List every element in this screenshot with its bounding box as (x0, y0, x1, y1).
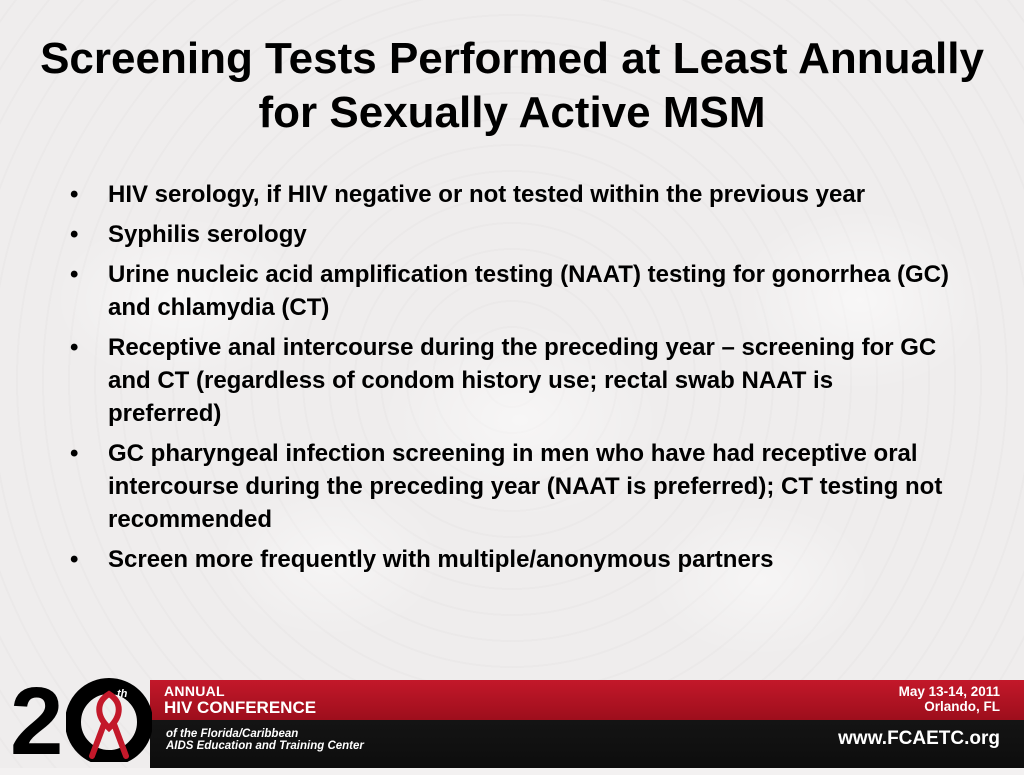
organization-line-1: of the Florida/Caribbean (166, 728, 299, 740)
red-ribbon-zero-logo-icon (66, 676, 152, 762)
conference-website: www.FCAETC.org (838, 728, 1000, 749)
bullet-marker: • (70, 181, 79, 208)
bullet-list (70, 178, 950, 583)
conference-date: May 13-14, 2011 (898, 684, 1000, 699)
bullet-text: GC pharyngeal infection screening in men who have had receptive oral intercourse during the preceding year (NAAT is preferred); CT testing not recommended (108, 440, 943, 533)
conference-name: HIV CONFERENCE (164, 698, 317, 717)
bullet-text: Urine nucleic acid amplification testing (NAAT) testing for gonorrhea (GC) and chlamydia (CT) (108, 261, 949, 321)
conference-date-location (899, 684, 1000, 714)
bullet-marker: • (70, 261, 79, 288)
bullet-marker: • (70, 334, 79, 361)
bullet-marker: • (70, 440, 79, 467)
bullet-item (70, 178, 950, 211)
bullet-text: Screen more frequently with multiple/anonymous partners (108, 546, 774, 573)
bullet-item (70, 331, 950, 430)
bullet-item (70, 543, 950, 576)
conference-footer-banner (0, 668, 1024, 775)
slide-title: Screening Tests Performed at Least Annually for Sexually Active MSM (40, 34, 984, 137)
bullet-marker: • (70, 546, 79, 573)
logo-th: th (117, 688, 128, 700)
conference-annual-label: ANNUAL (164, 683, 225, 699)
bullet-text: HIV serology, if HIV negative or not tested within the previous year (108, 181, 866, 208)
bullet-item (70, 258, 950, 324)
logo-number-2: 2 (10, 668, 58, 775)
organization-line-2: AIDS Education and Training Center (166, 740, 364, 752)
conference-location: Orlando, FL (924, 699, 1000, 714)
bullet-marker: • (70, 221, 79, 248)
bullet-text: Receptive anal intercourse during the preceding year – screening for GC and CT (regardless of condom history use; rectal swab NAAT is preferred) (108, 334, 937, 427)
bullet-text: Syphilis serology (108, 221, 307, 248)
bullet-item (70, 218, 950, 251)
bullet-item (70, 437, 950, 536)
